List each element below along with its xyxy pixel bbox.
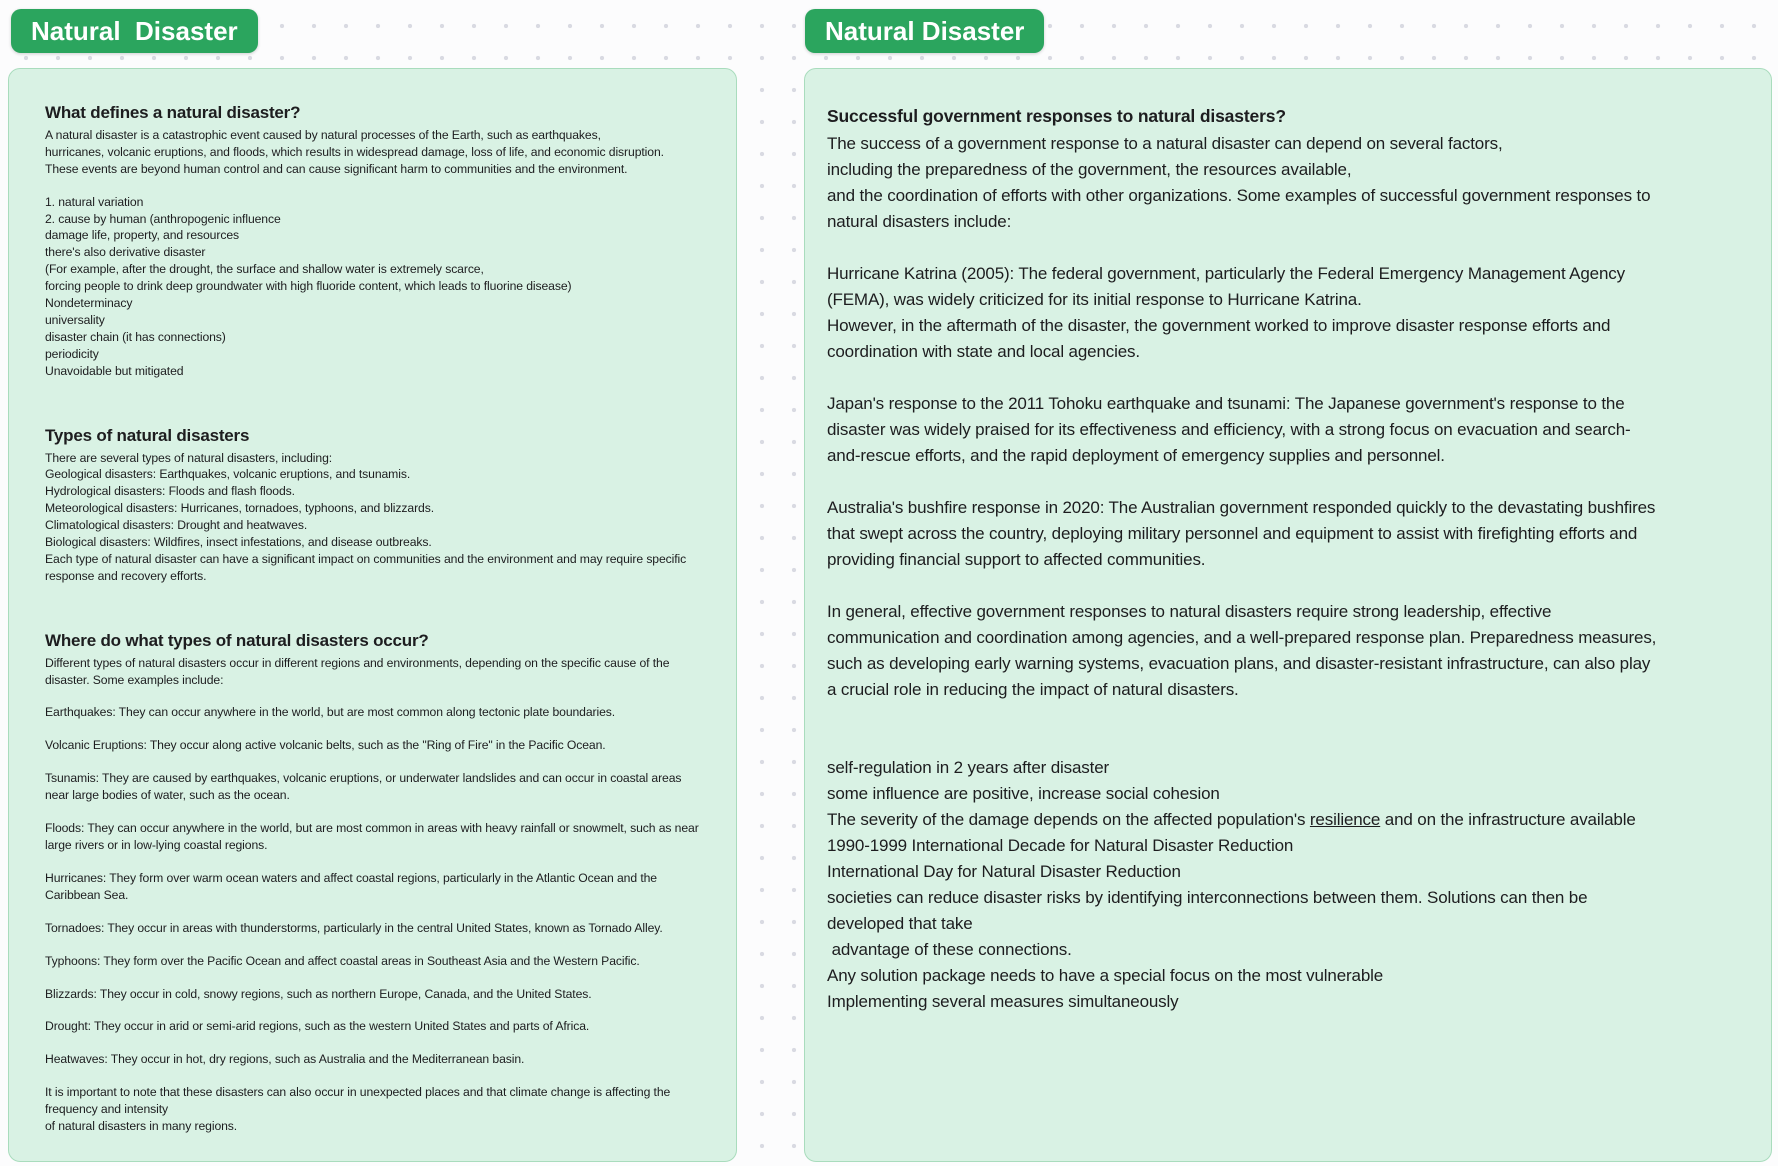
blank-line: [45, 1002, 708, 1018]
blank-line: [827, 703, 1753, 729]
blank-line: [45, 804, 708, 820]
blank-line: [45, 721, 708, 737]
text-line: The severity of the damage depends on the affected population's resilience and on the infrastructure available: [827, 810, 1636, 829]
blank-line: [45, 904, 708, 920]
text-line: Earthquakes: They can occur anywhere in the world, but are most common along tectonic plate boundaries.: [45, 705, 616, 720]
blank-line: [45, 937, 708, 953]
blank-line: [45, 585, 708, 633]
text-line: developed that take: [827, 914, 973, 933]
blank-line: [827, 365, 1753, 391]
text-line: self-regulation in 2 years after disaster: [827, 758, 1110, 777]
text-line: It is important to note that these disasters can also occur in unexpected places and that climate change is affecting the: [45, 1085, 671, 1100]
board-title-tag-right[interactable]: Natural Disaster: [805, 9, 1044, 53]
text-line: (For example, after the drought, the surface and shallow water is extremely scarce,: [45, 262, 484, 277]
text-line: Caribbean Sea.: [45, 887, 129, 902]
blank-line: [45, 1068, 708, 1084]
text-line: damage life, property, and resources: [45, 228, 239, 243]
text-line: A natural disaster is a catastrophic event caused by natural processes of the Earth, such as earthquakes,: [45, 127, 601, 142]
text-line: Heatwaves: They occur in hot, dry regions, such as Australia and the Mediterranean basin.: [45, 1052, 525, 1067]
text-line: some influence are positive, increase social cohesion: [827, 784, 1220, 803]
text-line: Floods: They can occur anywhere in the world, but are most common in areas with heavy rainfall or snowmelt, such as near: [45, 821, 699, 836]
text-line: Tornadoes: They occur in areas with thunderstorms, particularly in the central United States, known as Tornado Alley.: [45, 920, 663, 935]
text-line: Typhoons: They form over the Pacific Ocean and affect coastal areas in Southeast Asia and the Western Pacific.: [45, 953, 640, 968]
text-line: Japan's response to the 2011 Tohoku earthquake and tsunami: The Japanese government's response to the: [827, 394, 1625, 413]
section-heading: Where do what types of natural disasters occur?: [45, 630, 429, 650]
text-line: and-rescue efforts, and the rapid deployment of emergency supplies and personnel.: [827, 446, 1445, 465]
text-line: disaster. Some examples include:: [45, 672, 224, 687]
text-line: In general, effective government responses to natural disasters require strong leadership, effective: [827, 602, 1552, 621]
text-line: There are several types of natural disasters, including:: [45, 450, 333, 465]
text-line: Climatological disasters: Drought and heatwaves.: [45, 518, 308, 533]
text-line: These events are beyond human control and can cause significant harm to communities and the environment.: [45, 161, 628, 176]
text-line: Any solution package needs to have a special focus on the most vulnerable: [827, 966, 1384, 985]
text-line: Different types of natural disasters occur in different regions and environments, depending on the specific cause of the: [45, 655, 670, 670]
text-line: and the coordination of efforts with other organizations. Some examples of successful government responses to: [827, 186, 1651, 205]
text-line: advantage of these connections.: [827, 940, 1072, 959]
blank-line: [827, 573, 1753, 599]
board-title-tag-left[interactable]: Natural Disaster: [11, 9, 258, 53]
text-line: communication and coordination among agencies, and a well-prepared response plan. Preparedness measures,: [827, 628, 1657, 647]
text-line: Meteorological disasters: Hurricanes, tornadoes, typhoons, and blizzards.: [45, 501, 434, 516]
text-line: Drought: They occur in arid or semi-arid regions, such as the western United States and parts of Africa.: [45, 1019, 590, 1034]
text-line: International Day for Natural Disaster Reduction: [827, 862, 1181, 881]
blank-line: [45, 1035, 708, 1051]
text-line: Australia's bushfire response in 2020: The Australian government responded quickly to the devastating bushfires: [827, 498, 1656, 517]
text-line: periodicity: [45, 346, 99, 361]
blank-line: [45, 854, 708, 870]
text-line: Implementing several measures simultaneously: [827, 992, 1179, 1011]
text-line: disaster chain (it has connections): [45, 329, 226, 344]
text-line: 2. cause by human (anthropogenic influence: [45, 211, 281, 226]
text-line: Volcanic Eruptions: They occur along active volcanic belts, such as the "Ring of Fire" in the Pacific Ocean.: [45, 738, 606, 753]
text-line: Blizzards: They occur in cold, snowy regions, such as northern Europe, Canada, and the United States.: [45, 986, 592, 1001]
note-card-left[interactable]: [8, 68, 737, 1162]
text-line: that swept across the country, deploying military personnel and equipment to assist with firefighting efforts and: [827, 524, 1638, 543]
text-line: frequency and intensity: [45, 1102, 169, 1117]
text-line: Tsunamis: They are caused by earthquakes, volcanic eruptions, or underwater landslides and can occur in coastal areas: [45, 771, 682, 786]
text-line: large rivers or in low-lying coastal regions.: [45, 838, 268, 852]
text-line: Unavoidable but mitigated: [45, 363, 184, 378]
text-line: universality: [45, 312, 105, 327]
text-line: a crucial role in reducing the impact of natural disasters.: [827, 680, 1239, 699]
text-line: (FEMA), was widely criticized for its initial response to Hurricane Katrina.: [827, 290, 1362, 309]
blank-line: [827, 469, 1753, 495]
text-line: societies can reduce disaster risks by identifying interconnections between them. Solutions can then be: [827, 888, 1588, 907]
text-line: near large bodies of water, such as the ocean.: [45, 788, 290, 803]
section-heading: Successful government responses to natural disasters?: [827, 106, 1286, 126]
text-line: disaster was widely praised for its effectiveness and efficiency, with a strong focus on evacuation and search-: [827, 420, 1631, 439]
text-line: Hydrological disasters: Floods and flash floods.: [45, 484, 295, 499]
text-line: including the preparedness of the government, the resources available,: [827, 160, 1352, 179]
text-line: forcing people to drink deep groundwater with high fluoride content, which leads to fluorine disease): [45, 279, 572, 294]
text-line: such as developing early warning systems, evacuation plans, and disaster-resistant infrastructure, can also play: [827, 654, 1651, 673]
text-line: 1990-1999 International Decade for Natural Disaster Reduction: [827, 836, 1294, 855]
text-line: Hurricanes: They form over warm ocean waters and affect coastal regions, particularly in the Atlantic Ocean and the: [45, 870, 657, 885]
text-line: Biological disasters: Wildfires, insect infestations, and disease outbreaks.: [45, 535, 432, 550]
text-line: hurricanes, volcanic eruptions, and floods, which results in widespread damage, loss of life, and economic disruption.: [45, 144, 664, 159]
blank-line: [827, 729, 1753, 755]
blank-line: [827, 235, 1753, 261]
blank-line: [45, 380, 708, 428]
text-line: natural disasters include:: [827, 212, 1012, 231]
text-line: However, in the aftermath of the disaster, the government worked to improve disaster response efforts and: [827, 316, 1611, 335]
text-line: Hurricane Katrina (2005): The federal government, particularly the Federal Emergency Management Agency: [827, 264, 1625, 283]
blank-line: [45, 970, 708, 986]
note-card-right[interactable]: [804, 68, 1772, 1162]
text-line: response and recovery efforts.: [45, 568, 207, 583]
section-heading: What defines a natural disaster?: [45, 103, 301, 122]
blank-line: [45, 754, 708, 770]
text-line: Geological disasters: Earthquakes, volcanic eruptions, and tsunamis.: [45, 467, 411, 482]
blank-line: [45, 688, 708, 704]
text-line: providing financial support to affected communities.: [827, 550, 1206, 569]
blank-line: [45, 178, 708, 194]
text-line: of natural disasters in many regions.: [45, 1119, 238, 1134]
text-line: Nondeterminacy: [45, 296, 133, 311]
text-line: there's also derivative disaster: [45, 245, 206, 260]
text-line: Each type of natural disaster can have a significant impact on communities and the environment and may require specific: [45, 551, 687, 566]
text-line: The success of a government response to a natural disaster can depend on several factors,: [827, 134, 1503, 153]
text-line: coordination with state and local agencies.: [827, 342, 1140, 361]
section-heading: Types of natural disasters: [45, 425, 250, 445]
text-line: 1. natural variation: [45, 194, 144, 209]
underlined-term: resilience: [1309, 810, 1381, 829]
